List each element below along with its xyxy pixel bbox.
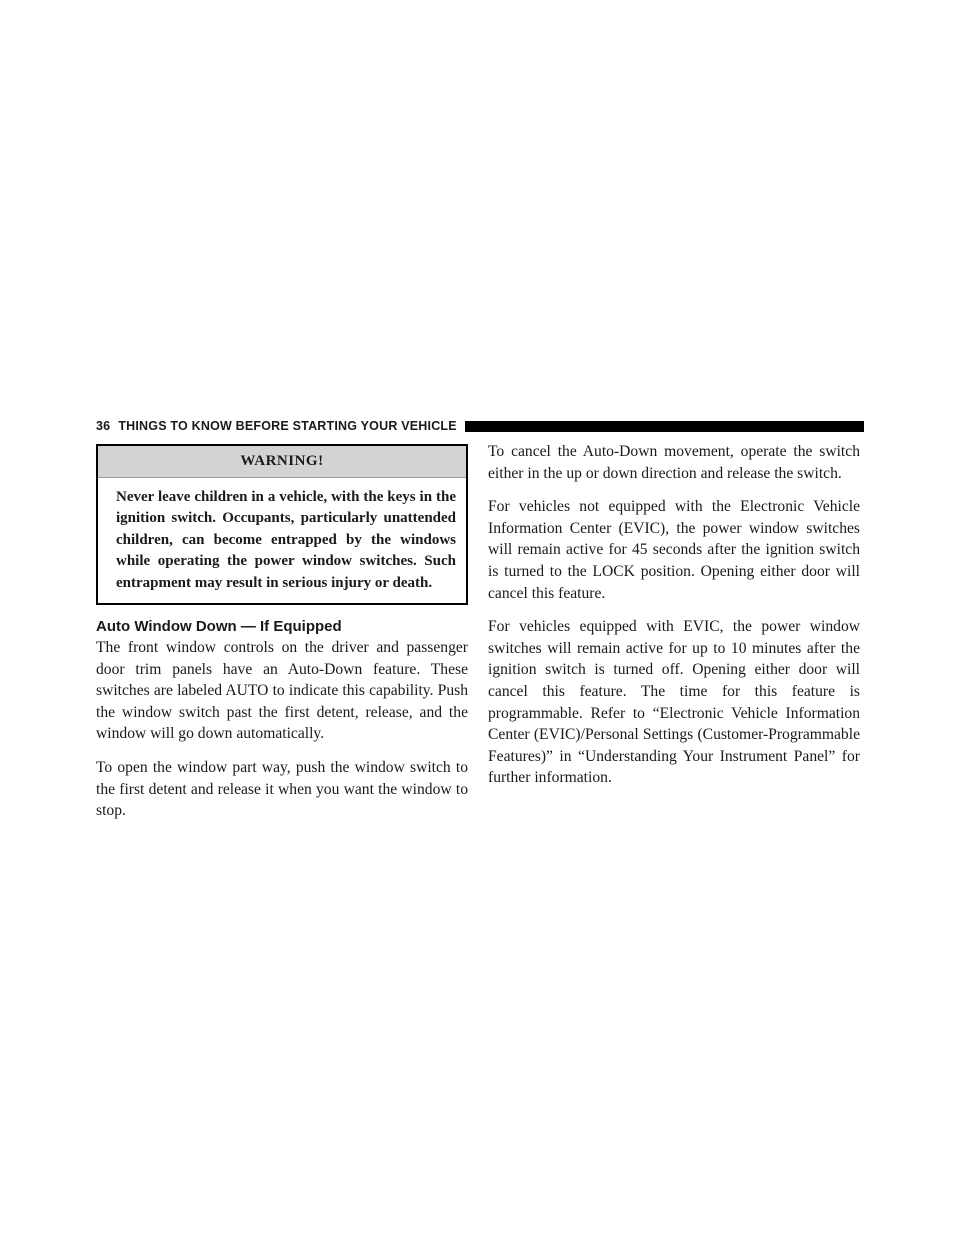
warning-box (96, 444, 468, 605)
page-header (96, 417, 864, 435)
warning-heading: WARNING! (98, 446, 466, 478)
warning-text: Never leave children in a vehicle, with the keys in the ignition switch. Occupants, particularly unattended children, can become entrapped by the windows while operating the power window switches. Such entrapment may result in serious injury or death. (116, 488, 456, 591)
header-rule (465, 421, 864, 432)
paragraph: For vehicles not equipped with the Electronic Vehicle Information Center (EVIC), the power window switches will remain active for 45 seconds after the ignition switch is turned to the LOCK position. Opening either door will cancel this feature. (488, 498, 860, 602)
section-subheading: Auto Window Down — If Equipped (96, 618, 342, 636)
right-column (488, 441, 860, 801)
left-column (96, 444, 468, 834)
paragraph: To open the window part way, push the window switch to the first detent and release it when you want the window to stop. (96, 759, 468, 820)
paragraph: The front window controls on the driver and passenger door trim panels have an Auto-Down feature. These switches are labeled AUTO to indicate this capability. Push the window switch past the first detent, release, and the window will go down automatically. (96, 639, 468, 743)
page-number: 36 (96, 419, 111, 433)
paragraph: To cancel the Auto-Down movement, operate the switch either in the up or down direction and release the switch. (488, 443, 860, 482)
paragraph: For vehicles equipped with EVIC, the power window switches will remain active for up to 10 minutes after the ignition switch is turned off. Opening either door will cancel this feature. The time for this feature is programmable. Refer to “Electronic Vehicle Information Center (EVIC)/Personal Settings (Customer-Programmable Features)” in “Understanding Your Instrument Panel” for further information. (488, 618, 860, 787)
section-title: THINGS TO KNOW BEFORE STARTING YOUR VEHICLE (118, 419, 457, 433)
